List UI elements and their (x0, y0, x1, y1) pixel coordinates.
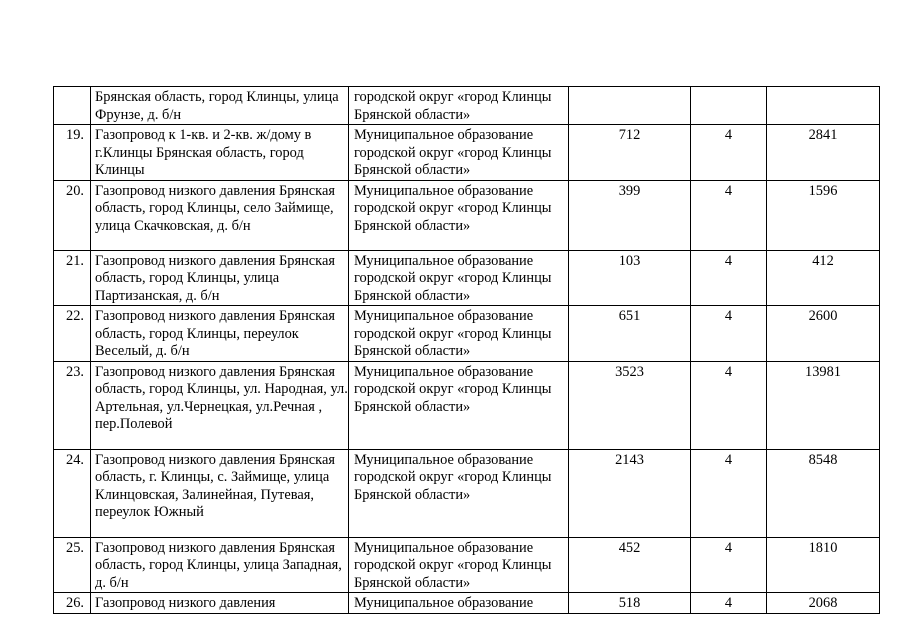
object-address: Газопровод низкого давления Брянская область, город Клинцы, село Займище, улица Скачковская, д. б/н (91, 180, 349, 250)
object-address: Газопровод низкого давления Брянская область, город Клинцы, улица Западная, д. б/н (91, 537, 349, 593)
column-5-value: 4 (691, 361, 767, 449)
column-6-value: 412 (767, 250, 880, 306)
table-row (54, 180, 880, 250)
column-5-value: 4 (691, 306, 767, 362)
row-number (54, 87, 91, 125)
table-row (54, 593, 880, 614)
column-6-value: 2068 (767, 593, 880, 614)
row-number: 21. (54, 250, 91, 306)
table-row (54, 537, 880, 593)
owner-name: Муниципальное образование городской округ «город Клинцы Брянской области» (349, 125, 569, 181)
object-address: Газопровод низкого давления Брянская область, город Клинцы, улица Партизанская, д. б/н (91, 250, 349, 306)
length-value: 712 (569, 125, 691, 181)
object-address: Брянская область, город Клинцы, улица Фрунзе, д. б/н (91, 87, 349, 125)
length-value: 3523 (569, 361, 691, 449)
registry-table-body (54, 87, 880, 614)
object-address: Газопровод низкого давления Брянская область, г. Клинцы, с. Займище, улица Клинцовская, Залинейная, Путевая, переулок Южный (91, 449, 349, 537)
column-6-value (767, 87, 880, 125)
table-row (54, 250, 880, 306)
column-6-value: 1596 (767, 180, 880, 250)
owner-name: Муниципальное образование городской округ «город Клинцы Брянской области» (349, 180, 569, 250)
column-5-value (691, 87, 767, 125)
row-number: 20. (54, 180, 91, 250)
row-number: 26. (54, 593, 91, 614)
length-value: 518 (569, 593, 691, 614)
owner-name: Муниципальное образование городской округ «город Клинцы Брянской области» (349, 361, 569, 449)
table-row (54, 125, 880, 181)
length-value: 2143 (569, 449, 691, 537)
object-address: Газопровод низкого давления (91, 593, 349, 614)
column-6-value: 2841 (767, 125, 880, 181)
column-6-value: 1810 (767, 537, 880, 593)
object-address: Газопровод низкого давления Брянская область, город Клинцы, ул. Народная, ул. Артельная, ул.Чернецкая, ул.Речная , пер.Полевой (91, 361, 349, 449)
owner-name: Муниципальное образование городской округ «город Клинцы Брянской области» (349, 250, 569, 306)
table-row (54, 361, 880, 449)
owner-name: Муниципальное образование городской округ «город Клинцы Брянской области» (349, 449, 569, 537)
row-number: 19. (54, 125, 91, 181)
column-5-value: 4 (691, 180, 767, 250)
owner-name: Муниципальное образование городской округ «город Клинцы Брянской области» (349, 537, 569, 593)
length-value: 399 (569, 180, 691, 250)
registry-table (53, 86, 880, 614)
table-row (54, 449, 880, 537)
object-address: Газопровод к 1-кв. и 2-кв. ж/дому в г.Клинцы Брянская область, город Клинцы (91, 125, 349, 181)
owner-name: Муниципальное образование городской округ «город Клинцы Брянской области» (349, 306, 569, 362)
row-number: 25. (54, 537, 91, 593)
column-5-value: 4 (691, 593, 767, 614)
length-value: 103 (569, 250, 691, 306)
owner-name: городской округ «город Клинцы Брянской области» (349, 87, 569, 125)
owner-name: Муниципальное образование (349, 593, 569, 614)
column-5-value: 4 (691, 250, 767, 306)
table-row (54, 306, 880, 362)
object-address: Газопровод низкого давления Брянская область, город Клинцы, переулок Веселый, д. б/н (91, 306, 349, 362)
column-5-value: 4 (691, 125, 767, 181)
length-value: 651 (569, 306, 691, 362)
column-5-value: 4 (691, 449, 767, 537)
table-row (54, 87, 880, 125)
length-value: 452 (569, 537, 691, 593)
row-number: 23. (54, 361, 91, 449)
column-6-value: 2600 (767, 306, 880, 362)
column-6-value: 8548 (767, 449, 880, 537)
column-6-value: 13981 (767, 361, 880, 449)
length-value (569, 87, 691, 125)
row-number: 22. (54, 306, 91, 362)
row-number: 24. (54, 449, 91, 537)
column-5-value: 4 (691, 537, 767, 593)
